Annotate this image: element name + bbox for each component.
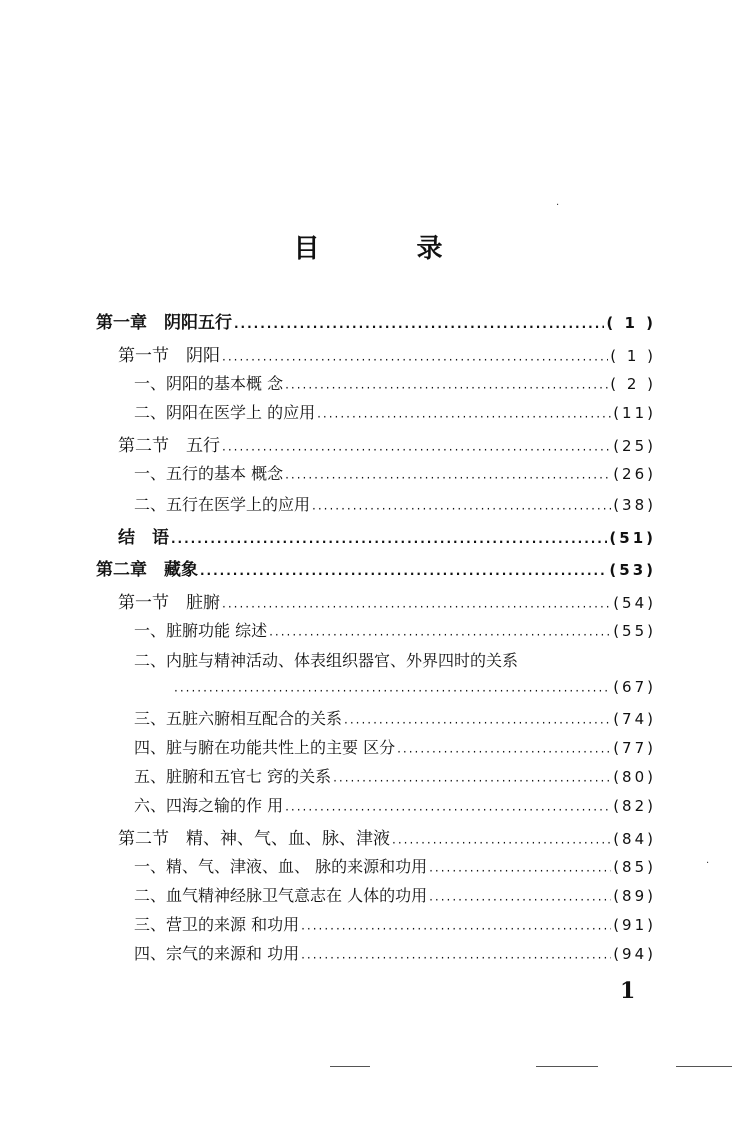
toc-entry-label: 一、阴阳的基本概 念: [134, 374, 284, 393]
scan-artifact-line: [676, 1066, 732, 1067]
toc-entry-label: 一、精、气、津液、血、 脉的来源和功用: [134, 857, 428, 876]
dot-leader: [200, 563, 607, 580]
toc-entry-label: 结 语: [118, 528, 169, 548]
toc-entry-label: 第一节 脏腑: [118, 593, 220, 613]
toc-entry[interactable]: [134, 648, 656, 671]
toc-entry[interactable]: [96, 555, 656, 580]
dot-leader: [222, 439, 611, 456]
toc-entry-page: (74): [613, 710, 656, 728]
toc-entry-label: 一、五行的基本 概念: [134, 464, 284, 483]
toc-entry[interactable]: [134, 883, 656, 906]
toc-entry[interactable]: [134, 912, 656, 935]
dot-leader: [429, 889, 611, 905]
toc-entry-label: 三、五脏六腑相互配合的关系: [134, 709, 343, 728]
toc-entry-page: (94): [613, 945, 656, 963]
toc-entry-label: 一、脏腑功能 综述: [134, 621, 268, 640]
toc-entry-page: (77): [613, 739, 656, 757]
dot-leader: [222, 596, 611, 613]
toc-entry-label: 第二节 精、神、气、血、脉、津液: [118, 829, 390, 849]
toc-entry-label: 第二章 藏象: [96, 560, 198, 580]
dot-leader: [344, 712, 611, 728]
toc-entry-label: 四、宗气的来源和 功用: [134, 944, 300, 963]
dot-leader: [429, 860, 611, 876]
toc-entry-page: (55): [613, 622, 656, 640]
dot-leader: [301, 918, 611, 934]
toc-entry[interactable]: [118, 523, 656, 548]
dot-leader: [234, 316, 604, 333]
page-title: 目 录: [293, 234, 487, 264]
toc-entry-page: ( 1 ): [610, 347, 656, 365]
toc-entry[interactable]: [134, 461, 656, 484]
toc-entry-label: 二、五行在医学上的应用: [134, 495, 311, 514]
toc-entry[interactable]: [118, 588, 656, 613]
toc-entry-page: ( 1 ): [606, 314, 656, 332]
scan-artifact-line: [536, 1066, 598, 1067]
toc-entry[interactable]: [134, 764, 656, 787]
dot-leader: [171, 531, 607, 548]
toc-entry-label: 三、营卫的来源 和功用: [134, 915, 300, 934]
toc-entry[interactable]: [134, 492, 656, 515]
toc-entry-page: ( 2 ): [610, 375, 656, 393]
toc-entry[interactable]: [134, 941, 656, 964]
dot-leader: [333, 770, 611, 786]
toc-entry[interactable]: [134, 854, 656, 877]
dot-leader: [317, 406, 611, 422]
toc-entry-label: 二、内脏与精神活动、体表组织器官、外界四时的关系: [134, 651, 519, 670]
dot-leader: [285, 377, 608, 393]
toc-entry-page: (53): [609, 561, 656, 579]
toc-entry-page: (85): [613, 858, 656, 876]
toc-entry-page: (91): [613, 916, 656, 934]
dot-leader: [397, 741, 611, 757]
toc-entry-page: (38): [613, 496, 656, 514]
dot-leader: [312, 498, 611, 514]
toc-entry-label: 第二节 五行: [118, 436, 220, 456]
toc-entry[interactable]: [96, 308, 656, 333]
toc-entry[interactable]: [134, 618, 656, 641]
toc-entry-page: (11): [613, 404, 656, 422]
toc-entry[interactable]: [134, 400, 656, 423]
dot-leader: [222, 349, 608, 366]
scan-artifact-line: [330, 1066, 370, 1067]
toc-entry[interactable]: [134, 706, 656, 729]
toc-entry-page: (67): [613, 678, 656, 696]
toc-entry-label: 五、脏腑和五官七 窍的关系: [134, 767, 332, 786]
toc-entry[interactable]: [118, 824, 656, 849]
print-speck: ·: [706, 858, 710, 869]
toc-entry-label: 四、脏与腑在功能共性上的主要 区分: [134, 738, 396, 757]
toc-entry-page: (84): [613, 830, 656, 848]
dot-leader: [301, 947, 611, 963]
toc-entry-page: (82): [613, 797, 656, 815]
toc-entry[interactable]: [134, 793, 656, 816]
toc-entry-continuation[interactable]: [172, 677, 656, 696]
toc-entry-label: 二、血气精神经脉卫气意志在 人体的功用: [134, 886, 428, 905]
dot-leader: [392, 832, 611, 849]
dot-leader: [285, 799, 611, 815]
toc-entry[interactable]: [134, 735, 656, 758]
page-number: 1: [620, 978, 636, 1004]
toc-entry[interactable]: [134, 371, 656, 394]
toc-entry-label: 二、阴阳在医学上 的应用: [134, 403, 316, 422]
dot-leader: [285, 467, 611, 483]
toc-entry[interactable]: [118, 431, 656, 456]
toc-entry-label: 六、四海之输的作 用: [134, 796, 284, 815]
toc-entry-label: 第一节 阴阳: [118, 346, 220, 366]
toc-entry-page: (26): [613, 465, 656, 483]
toc-entry-page: (51): [609, 529, 656, 547]
toc-entry-page: (25): [613, 437, 656, 455]
toc-entry-page: (54): [613, 594, 656, 612]
toc-entry-page: (89): [613, 887, 656, 905]
toc-entry-page: (80): [613, 768, 656, 786]
dot-leader: [174, 680, 611, 696]
dot-leader: [269, 624, 611, 640]
toc-entry-label: 第一章 阴阳五行: [96, 313, 232, 333]
print-speck: ·: [556, 200, 560, 211]
toc-entry[interactable]: [118, 341, 656, 366]
